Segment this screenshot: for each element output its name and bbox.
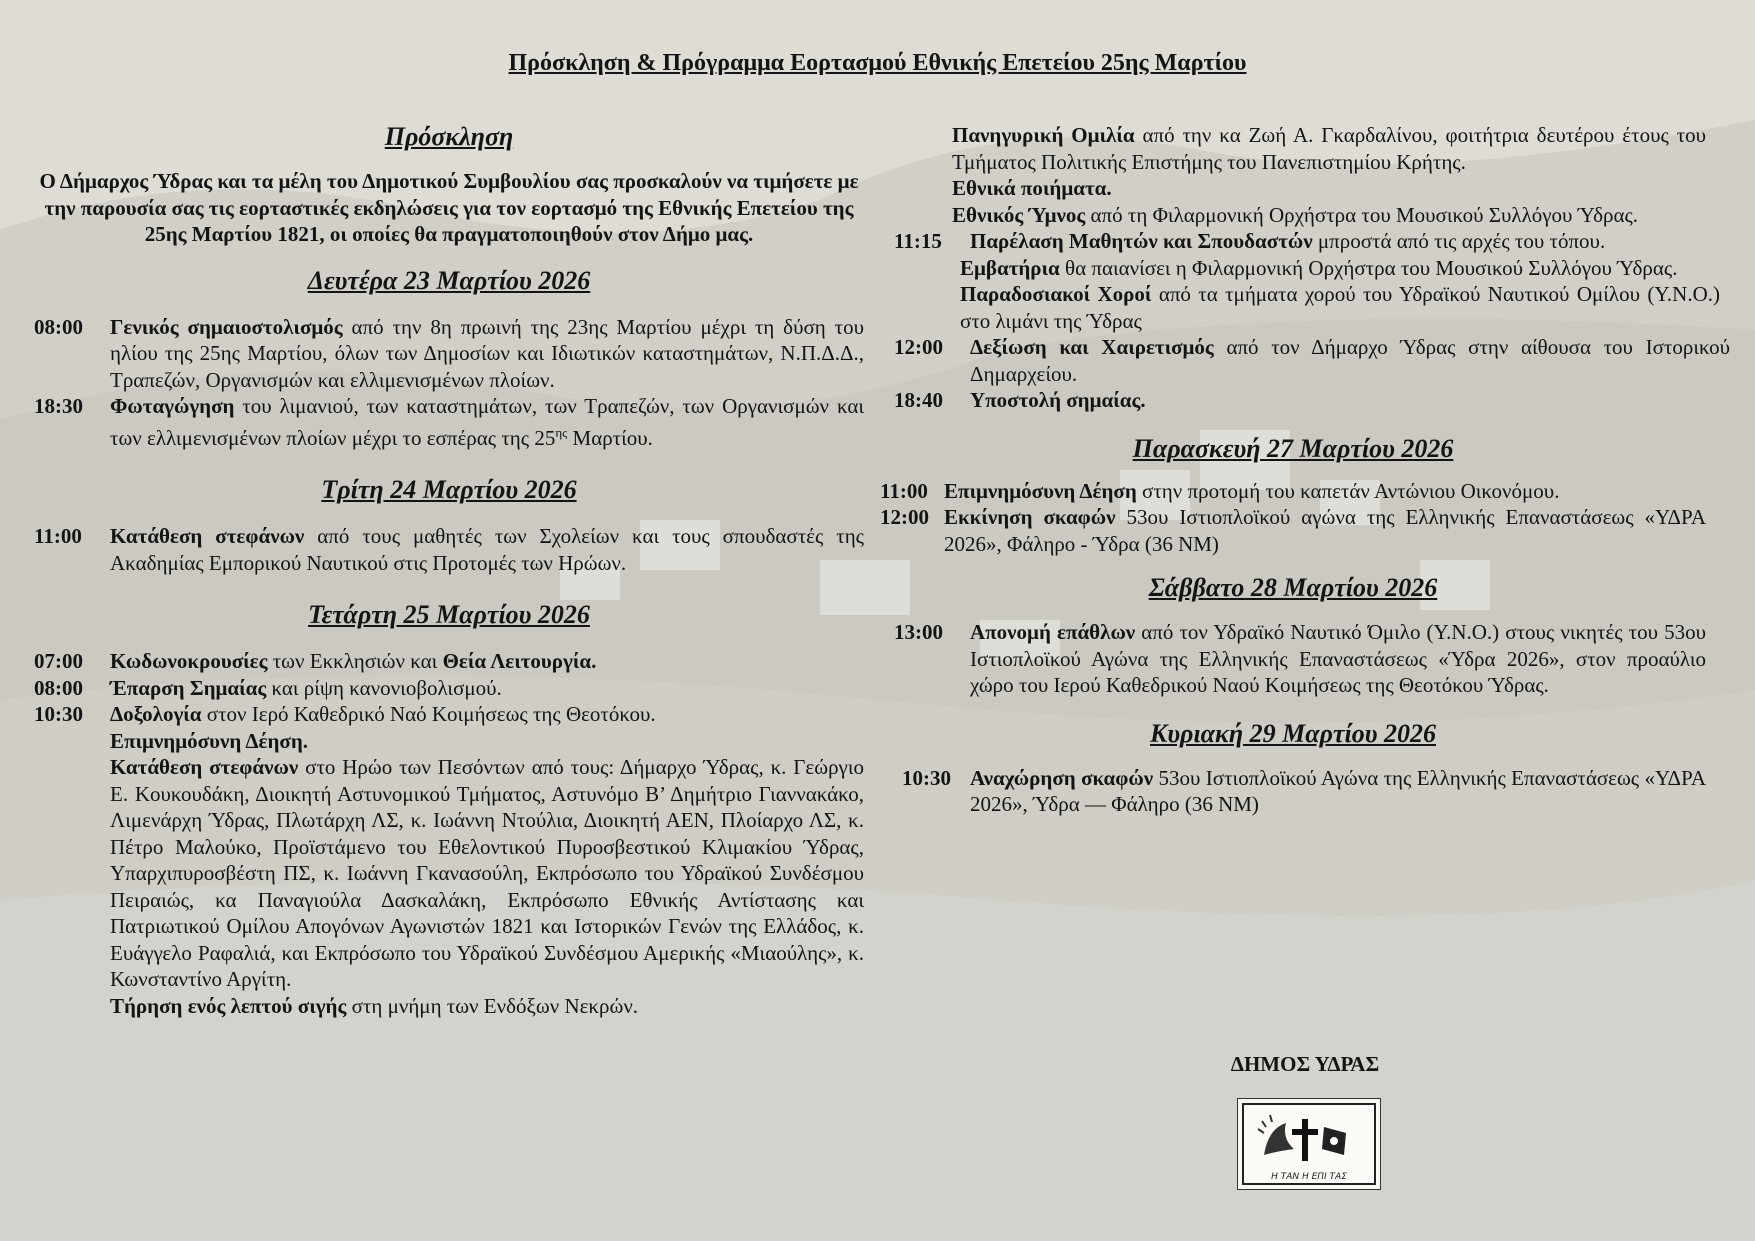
- schedule-sub-entry: Εμβατήρια θα παιανίσει η Φιλαρμονική Ορχήστρα του Μουσικού Συλλόγου Ύδρας.: [960, 255, 1678, 280]
- schedule-entry: 12:00 Δεξίωση και Χαιρετισμός από τον Δήμαρχο Ύδρας στην αίθουσα του Ιστορικού Δημαρχείου.: [894, 335, 1730, 386]
- schedule-sub-entry: Πανηγυρική Ομιλία από την κα Ζωή Α. Γκαρδαλίνου, φοιτήτρια δευτέρου έτους του Τμήματος Πολιτικής Επιστήμης του Πανεπιστημίου Κρήτης.: [952, 123, 1707, 174]
- schedule-sub-entry: Τήρηση ενός λεπτού σιγής στη μνήμη των Ενδόξων Νεκρών.: [110, 993, 639, 1018]
- entry-time: 18:30: [34, 394, 83, 418]
- right-column: [880, 122, 1730, 818]
- document-title: Πρόσκληση & Πρόγραμμα Εορτασμού Εθνικής Επετείου 25ης Μαρτίου: [508, 50, 1247, 76]
- schedule-sub-entry: Επιμνημόσυνη Δέηση.: [110, 728, 309, 753]
- entry-time: 18:40: [894, 388, 943, 412]
- schedule-sub-entry: Κατάθεση στεφάνων στο Ηρώο των Πεσόντων από τους: Δήμαρχο Ύδρας, κ. Γεώργιο Ε. Κουκουδάκη, Διοικητή Αστυνομικού Τμήματος, Αστυνόμο Β’ Δημήτριο Γιαννακάκο, Λιμενάρχη Ύδρας, Πλωτάρχη ΛΣ, κ. Ιωάννη Ντούλια, Διοικητή ΑΕΝ, Πλοίαρχο ΛΣ, κ. Πέτρο Μαλούκο, Προϊστάμενο του Εθελοντικού Πυροσβεστικού Κλιμακίου Ύδρας, Υπαρχιπυροσβέστη ΠΣ, κ. Ιωάννη Γκανασούλη, Εκπρόσωπο του Υδραϊκού Συνδέσμου Πειραιώς, κα Παναγιούλα Δασκαλάκη, Εκπρόσωπο Εθνικής Αντίστασης και Πατριωτικού Ομίλου Απογόνων Αγωνιστών 1821 και Ιστορικών Γενών της Ελλάδος, κ. Ευάγγελο Ραφαλιά, και Εκπρόσωπο του Υδραϊκού Συνδέσμου Αμερικής «Μιαούλης», κ. Κωνσταντίνο Αργίτη.: [110, 755, 864, 991]
- schedule-entry: 11:00 Επιμνημόσυνη Δέηση στην προτομή του καπετάν Αντώνιου Οικονόμου.: [880, 478, 1560, 503]
- schedule-sub-entry: Παραδοσιακοί Χοροί από τα τμήματα χορού του Υδραϊκού Ναυτικού Ομίλου (Υ.Ν.Ο.) στο λιμάνι της Ύδρας: [960, 282, 1720, 333]
- schedule-entry: 10:30 Δοξολογία στον Ιερό Καθεδρικό Ναό Κοιμήσεως της Θεοτόκου.: [34, 702, 656, 726]
- schedule-entry: 07:00 Κωδωνοκρουσίες των Εκκλησιών και Θεία Λειτουργία.: [34, 649, 597, 673]
- schedule-entry: 11:15 Παρέλαση Μαθητών και Σπουδαστών μπροστά από τις αρχές του τόπου.: [894, 229, 1606, 253]
- hydra-emblem-icon: [1238, 1099, 1380, 1189]
- entry-time: 11:15: [894, 229, 942, 253]
- schedule-entry: 08:00 Γενικός σημαιοστολισμός από την 8η πρωινή της 23ης Μαρτίου μέχρι τη δύση του ηλίου της 25ης Μαρτίου, όλων των Δημοσίων και Ιδιωτικών καταστημάτων, Ν.Π.Δ.Δ., Τραπεζών, Οργανισμών και ελλιμενισμένων πλοίων.: [34, 314, 864, 392]
- entry-time: 08:00: [34, 675, 83, 700]
- monday-heading: Δευτέρα 23 Μαρτίου 2026: [307, 265, 591, 295]
- municipality-emblem: [1237, 1098, 1381, 1190]
- saturday-heading: Σάββατο 28 Μαρτίου 2026: [1148, 573, 1438, 602]
- schedule-entry: 10:30 Αναχώρηση σκαφών 53ου Ιστιοπλοϊκού Αγώνα της Ελληνικής Επαναστάσεως «ΥΔΡΑ 2026», Ύδρα — Φάληρο (36 ΝΜ): [902, 765, 1706, 816]
- schedule-entry: 18:30 Φωταγώγηση του λιμανιού, των καταστημάτων, των Τραπεζών, των Οργανισμών και των ελλιμενισμένων πλοίων μέχρι το εσπέρας της $25^{\eta\varsigma}$ Μαρτίου.: [34, 394, 864, 450]
- schedule-entry: 08:00 Έπαρση Σημαίας και ρίψη κανονιοβολισμού.: [34, 675, 502, 700]
- schedule-sub-entry: Εθνικός Ύμνος από τη Φιλαρμονική Ορχήστρα του Μουσικού Συλλόγου Ύδρας.: [952, 202, 1639, 227]
- schedule-entry: 18:40 Υποστολή σημαίας.: [894, 388, 1146, 412]
- entry-time: 10:30: [34, 702, 83, 726]
- sunday-heading: Κυριακή 29 Μαρτίου 2026: [1149, 718, 1436, 748]
- entry-time: 07:00: [34, 649, 83, 673]
- schedule-entry: 11:00 Κατάθεση στεφάνων από τους μαθητές των Σχολείων και τους σπουδαστές της Ακαδημίας Εμπορικού Ναυτικού στις Προτομές των Ηρώων.: [34, 524, 864, 575]
- emblem-motto: Η ΤΑΝ Η ΕΠΙ ΤΑΣ: [1271, 1172, 1347, 1182]
- signature-municipality: ΔΗΜΟΣ ΥΔΡΑΣ: [1230, 1052, 1380, 1076]
- invitation-heading: Πρόσκληση: [384, 122, 514, 151]
- entry-time: 12:00: [880, 505, 929, 529]
- entry-time: 11:00: [880, 478, 928, 503]
- schedule-entry: 13:00 Απονομή επάθλων από τον Υδραϊκό Ναυτικό Όμιλο (Υ.Ν.Ο.) στους νικητές του 53ου Ιστιοπλοϊκού Αγώνα της Ελληνικής Επαναστάσεως «Ύδρα 2026», στον προαύλιο χώρο του Ιερού Καθεδρικού Ναού Κοιμήσεως της Θεοτόκου Ύδρας.: [894, 620, 1707, 697]
- entry-time: 11:00: [34, 524, 82, 548]
- wednesday-heading: Τετάρτη 25 Μαρτίου 2026: [308, 600, 590, 629]
- friday-heading: Παρασκευή 27 Μαρτίου 2026: [1132, 433, 1454, 463]
- entry-time: 12:00: [894, 335, 943, 359]
- tuesday-heading: Τρίτη 24 Μαρτίου 2026: [321, 475, 577, 504]
- left-column: [34, 122, 864, 1019]
- entry-time: 08:00: [34, 314, 83, 339]
- schedule-sub-entry: Εθνικά ποιήματα.: [952, 176, 1112, 200]
- schedule-entry: 12:00 Εκκίνηση σκαφών 53ου Ιστιοπλοϊκού αγώνα της Ελληνικής Επαναστάσεως «ΥΔΡΑ 2026», Φάληρο - Ύδρα (36 ΝΜ): [880, 505, 1706, 556]
- entry-time: 10:30: [902, 765, 951, 790]
- invitation-text: Ο Δήμαρχος Ύδρας και τα μέλη του Δημοτικού Συμβουλίου σας προσκαλούν να τιμήσετε με την παρουσία σας τις εορταστικές εκδηλώσεις για τον εορτασμό της Εθνικής Επετείου της 25ης Μαρτίου 1821, οι οποίες θα πραγματοποιηθούν στον Δήμο μας.: [39, 169, 859, 246]
- entry-time: 13:00: [894, 620, 943, 644]
